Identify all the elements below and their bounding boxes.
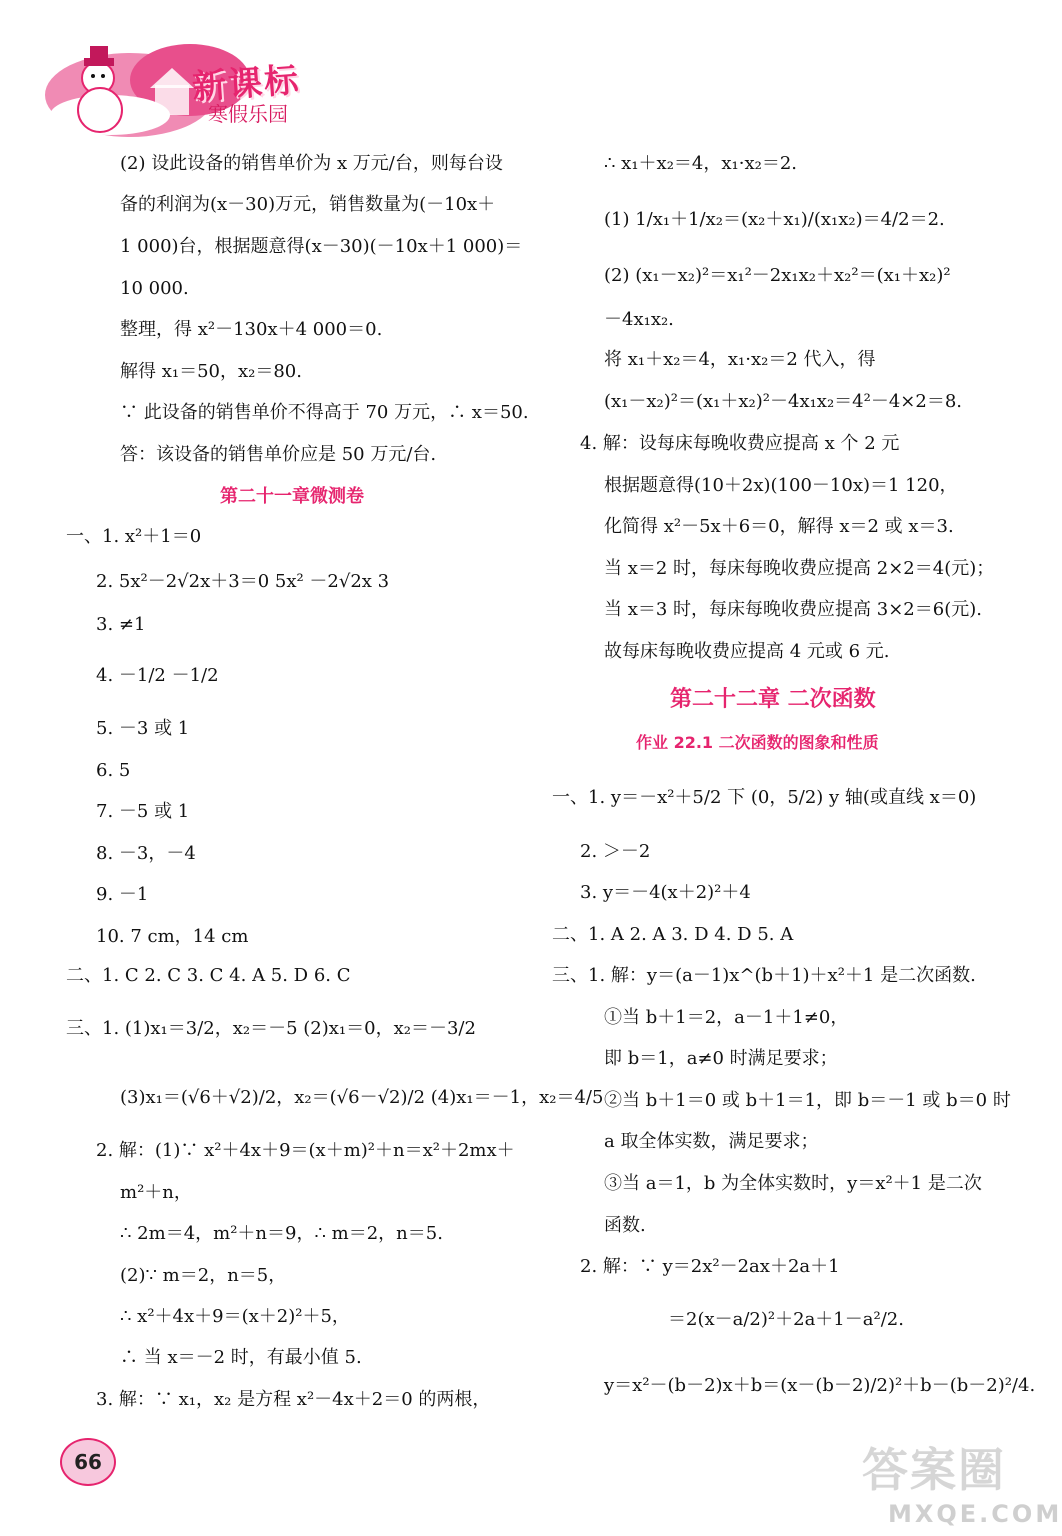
watermark-logo: 答案圈: [862, 1443, 1006, 1497]
text-line: 4. －1/2 －1/2: [96, 665, 219, 686]
text-line: 10. 7 cm，14 cm: [96, 926, 249, 947]
text-line: 三、1. (1)x₁＝3/2，x₂＝－5 (2)x₁＝0，x₂＝－3/2: [66, 1018, 476, 1039]
text-line: ∴ x²＋4x＋9＝(x＋2)²＋5，: [120, 1306, 350, 1327]
brand-title: 新课标: [190, 60, 302, 108]
text-line: ＝2(x－a/2)²＋2a＋1－a²/2.: [668, 1309, 904, 1330]
text-line: 8. －3，－4: [96, 843, 196, 864]
text-line: ∴ 2m＝4，m²＋n＝9，∴ m＝2，n＝5.: [120, 1223, 443, 1244]
text-line: 函数.: [604, 1215, 646, 1236]
text-line: 三、1. 解：y＝(a－1)x^(b＋1)＋x²＋1 是二次函数.: [552, 965, 976, 986]
text-line: (x₁－x₂)²＝(x₁＋x₂)²－4x₁x₂＝4²－4×2＝8.: [604, 391, 963, 412]
text-line: 根据题意得(10＋2x)(100－10x)＝1 120，: [604, 475, 958, 496]
text-line: 即 b＝1，a≠0 时满足要求；: [604, 1048, 838, 1069]
text-line: 6. 5: [96, 760, 131, 781]
text-line: －4x₁x₂.: [604, 309, 674, 330]
text-line: 二、1. C 2. C 3. C 4. A 5. D 6. C: [66, 965, 351, 986]
text-line: 2. ＞－2: [580, 841, 651, 862]
text-line: m²＋n，: [120, 1182, 192, 1203]
text-line: (2) (x₁－x₂)²＝x₁²－2x₁x₂＋x₂²＝(x₁＋x₂)²: [604, 265, 951, 286]
text-line: 答：该设备的销售单价应是 50 万元/台.: [120, 444, 437, 465]
text-line: ∵ 此设备的销售单价不得高于 70 万元，∴ x＝50.: [120, 402, 529, 423]
text-line: 当 x＝2 时，每床每晚收费应提高 2×2＝4(元)；: [604, 558, 995, 579]
text-line: y＝x²－(b－2)x＋b＝(x－(b－2)/2)²＋b－(b－2)²/4.: [604, 1375, 1036, 1396]
text-line: ∴ x₁＋x₂＝4，x₁·x₂＝2.: [604, 153, 797, 174]
text-line: 9. －1: [96, 884, 149, 905]
text-line: 2. 5x²－2√2x＋3＝0 5x² －2√2x 3: [96, 571, 390, 592]
section-title: 第二十一章微测卷: [220, 486, 364, 507]
text-line: ②当 b＋1＝0 或 b＋1＝1，即 b＝－1 或 b＝0 时: [604, 1090, 1011, 1111]
chapter-title: 第二十二章 二次函数: [670, 687, 876, 712]
text-line: 2. 解：∵ y＝2x²－2ax＋2a＋1: [580, 1256, 840, 1277]
text-line: 3. ≠1: [96, 614, 146, 635]
text-line: a 取全体实数，满足要求；: [604, 1131, 819, 1152]
text-line: 将 x₁＋x₂＝4，x₁·x₂＝2 代入，得: [604, 349, 876, 370]
text-line: 一、1. y＝－x²＋5/2 下 (0，5/2) y 轴(或直线 x＝0): [552, 787, 977, 808]
text-line: 解得 x₁＝50，x₂＝80.: [120, 361, 302, 382]
page-number-badge: [60, 1438, 116, 1486]
text-line: 3. 解：∵ x₁，x₂ 是方程 x²－4x＋2＝0 的两根，: [96, 1389, 491, 1410]
page-number: 66: [74, 1450, 102, 1474]
text-line: (2)∵ m＝2，n＝5，: [120, 1265, 287, 1286]
text-line: (2) 设此设备的销售单价为 x 万元/台，则每台设: [120, 153, 503, 174]
watermark-url: MXQE.COM: [888, 1500, 1062, 1528]
text-line: 一、1. x²＋1＝0: [66, 526, 202, 547]
text-line: ∴ 当 x＝－2 时，有最小值 5.: [120, 1347, 362, 1368]
text-line: 当 x＝3 时，每床每晚收费应提高 3×2＝6(元).: [604, 599, 982, 620]
text-line: 1 000)台，根据题意得(x－30)(－10x＋1 000)＝: [120, 236, 523, 257]
brand-subtitle: 寒假乐园: [208, 102, 288, 126]
text-line: 3. y＝－4(x＋2)²＋4: [580, 882, 751, 903]
text-line: (1) 1/x₁＋1/x₂＝(x₂＋x₁)/(x₁x₂)＝4/2＝2.: [604, 209, 945, 230]
text-line: 化简得 x²－5x＋6＝0，解得 x＝2 或 x＝3.: [604, 516, 954, 537]
text-line: 10 000.: [120, 278, 189, 299]
text-line: 5. －3 或 1: [96, 718, 190, 739]
text-line: 4. 解：设每床每晚收费应提高 x 个 2 元: [580, 433, 900, 454]
text-line: ①当 b＋1＝2，a－1＋1≠0，: [604, 1007, 849, 1028]
text-line: 备的利润为(x－30)万元，销售数量为(－10x＋: [120, 194, 496, 215]
text-line: ③当 a＝1，b 为全体实数时，y＝x²＋1 是二次: [604, 1173, 982, 1194]
text-line: 故每床每晚收费应提高 4 元或 6 元.: [604, 641, 890, 662]
text-line: 2. 解：(1)∵ x²＋4x＋9＝(x＋m)²＋n＝x²＋2mx＋: [96, 1140, 515, 1161]
section-title: 作业 22.1 二次函数的图象和性质: [636, 733, 879, 752]
text-line: 二、1. A 2. A 3. D 4. D 5. A: [552, 924, 794, 945]
text-line: (3)x₁＝(√6＋√2)/2，x₂＝(√6－√2)/2 (4)x₁＝－1，x₂＝4/5: [120, 1087, 604, 1108]
text-line: 整理，得 x²－130x＋4 000＝0.: [120, 319, 383, 340]
text-line: 7. －5 或 1: [96, 801, 190, 822]
